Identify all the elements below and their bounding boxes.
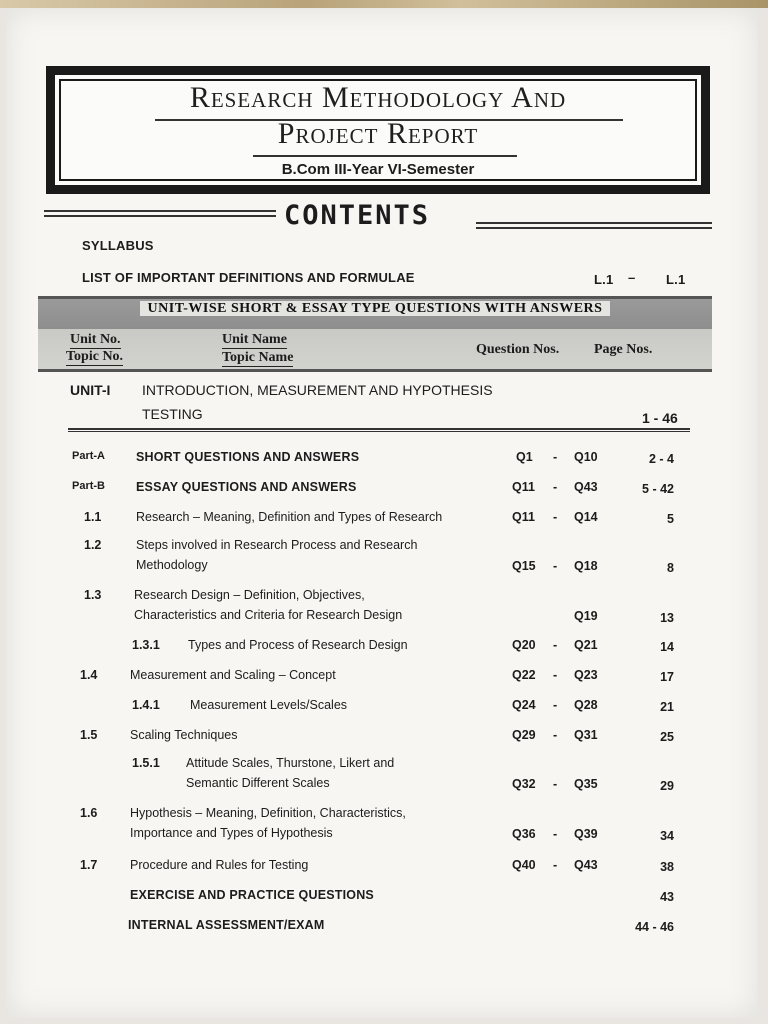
question-start: Q32 [512,777,536,791]
question-start: Q24 [512,698,536,712]
question-end: Q10 [574,450,598,464]
row-title [130,855,308,875]
row-number: 1.4 [80,668,98,682]
row-title-line: Semantic Different Scales [186,776,330,790]
page-number: 14 [660,640,674,654]
banner-page-nos: Page Nos. [594,342,653,357]
unit-title-line2: TESTING [142,406,203,422]
question-start: Q15 [512,559,536,573]
row-number: 1.1 [84,510,102,524]
question-range-dash: - [553,638,558,652]
page-number: 8 [667,561,674,575]
row-number: Part-B [72,480,106,492]
page-number: 2 - 4 [648,452,674,466]
row-number: 1.3.1 [132,638,160,652]
unit-label: UNIT-I [70,382,111,398]
question-end: Q23 [574,668,598,682]
page-number: 44 - 46 [635,920,674,934]
row-title [190,695,347,715]
page-number: 5 - 42 [642,482,674,496]
question-end: Q18 [574,559,598,573]
page-number: 38 [660,860,674,874]
row-title-line: Methodology [136,558,208,572]
row-title-line: Characteristics and Criteria for Research Design [134,608,403,622]
question-start: Q1 [516,450,533,464]
banner-heading: UNIT-WISE SHORT & ESSAY TYPE QUESTIONS WITH ANSWERS [140,301,611,316]
question-start: Q40 [512,858,536,872]
row-title [134,585,402,625]
row-title-line: EXERCISE AND PRACTICE QUESTIONS [130,888,374,902]
row-title-line: Scaling Techniques [130,728,238,742]
question-start: Q11 [512,510,535,524]
question-range-dash: - [553,728,558,742]
row-title-line: Research Design – Definition, Objectives, [134,588,365,602]
contents-heading: CONTENTS [284,200,431,231]
row-title-line: Measurement Levels/Scales [190,698,348,712]
unit-pages: 1 - 46 [642,410,678,426]
question-start: Q29 [512,728,536,742]
row-number: 1.7 [80,858,98,872]
row-title [136,535,417,575]
row-number: 1.2 [84,538,102,552]
row-title [130,803,406,843]
book-title-line2: Project Report [277,117,479,150]
unit-rule [68,428,690,432]
row-number: 1.5 [80,728,98,742]
row-title [130,725,237,745]
row-title [136,507,442,527]
definitions-page-end: L.1 [666,272,686,287]
row-title-line: Measurement and Scaling – Concept [130,668,336,682]
row-title-line: INTERNAL ASSESSMENT/EXAM [128,918,325,932]
question-end: Q43 [574,858,598,872]
row-title-line: Research – Meaning, Definition and Types of Research [136,510,443,524]
question-range-dash: - [553,698,558,712]
unit-title-line1: INTRODUCTION, MEASUREMENT AND HYPOTHESIS [142,382,493,398]
page-number: 25 [660,730,674,744]
row-title [136,447,359,467]
question-end: Q31 [574,728,598,742]
row-title-line: Importance and Types of Hypothesis [130,826,333,840]
title-frame [46,66,710,194]
definitions-entry[interactable]: LIST OF IMPORTANT DEFINITIONS AND FORMULAE [82,270,415,285]
row-number: 1.3 [84,588,102,602]
question-start: Q22 [512,668,536,682]
page-number: 34 [660,829,674,843]
row-title-line: Procedure and Rules for Testing [130,858,309,872]
row-number: Part-A [72,450,106,462]
question-range-dash: - [553,858,558,872]
page-top-edge [0,0,768,8]
page-number: 21 [660,700,674,714]
unit-wise-banner [38,296,712,372]
question-range-dash: - [553,827,558,841]
banner-question-nos: Question Nos. [476,342,560,357]
row-title-line: Hypothesis – Meaning, Definition, Characteristics, [130,806,406,820]
row-title-line: SHORT QUESTIONS AND ANSWERS [136,450,360,464]
question-end: Q14 [574,510,598,524]
row-title [130,885,374,905]
row-title-line: ESSAY QUESTIONS AND ANSWERS [136,480,357,494]
contents-heading-row [44,202,712,236]
question-end: Q21 [574,638,598,652]
row-title-line: Steps involved in Research Process and Research [136,538,418,552]
page-number: 17 [660,670,674,684]
question-end: Q35 [574,777,598,791]
page-number: 5 [667,512,674,526]
definitions-page-dash: – [628,270,636,285]
row-title-line: Types and Process of Research Design [188,638,408,652]
row-number: 1.6 [80,806,98,820]
question-end: Q28 [574,698,598,712]
row-title [128,915,325,935]
row-title [188,635,408,655]
row-title [186,753,394,793]
page-number: 29 [660,779,674,793]
contents-rule-left [44,210,276,217]
page-number: 43 [660,890,674,904]
banner-topic-name: Topic Name [222,350,294,365]
question-range-dash: - [553,480,558,494]
row-title [130,665,336,685]
question-end: Q43 [574,480,598,494]
book-subtitle: B.Com III-Year VI-Semester [281,161,475,178]
question-start: Q36 [512,827,536,841]
question-range-dash: - [553,510,558,524]
question-range-dash: - [553,777,558,791]
row-title-line: Attitude Scales, Thurstone, Likert and [186,756,395,770]
page-number: 13 [660,611,674,625]
banner-topic-no: Topic No. [66,349,124,364]
syllabus-entry[interactable]: SYLLABUS [82,238,154,253]
question-range-dash: - [553,450,558,464]
question-end: Q19 [574,609,598,623]
title-underline-2 [253,155,517,157]
question-start: Q11 [512,480,535,494]
banner-unit-no: Unit No. [70,332,121,347]
definitions-page-start: L.1 [594,272,614,287]
contents-rule-right [476,222,712,229]
book-title-line1: Research Methodology And [189,81,567,114]
question-start: Q20 [512,638,536,652]
row-title [136,477,357,497]
banner-unit-name: Unit Name [222,332,287,347]
row-number: 1.5.1 [132,756,160,770]
question-range-dash: - [553,668,558,682]
question-range-dash: - [553,559,558,573]
row-number: 1.4.1 [132,698,160,712]
question-end: Q39 [574,827,598,841]
